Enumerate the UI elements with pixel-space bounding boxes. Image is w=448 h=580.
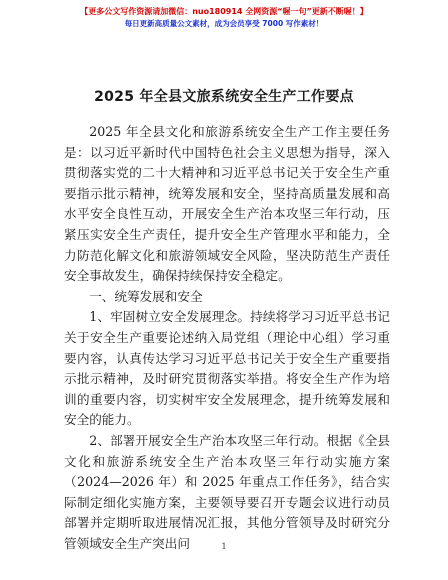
promo-banner [0, 6, 448, 30]
promo-banner-line-2: 每日更新高质量公文素材，成为会员享受 7000 写作素材！ [124, 19, 324, 28]
section-heading-1: 一、统筹发展和安全 [89, 288, 203, 304]
paragraph-intro: 2025 年全县文化和旅游系统安全生产工作主要任务是：以习近平新时代中国特色社会主义思想为指导，深入贯彻落实党的二十大精神和习近平总书记关于安全生产重要指示批示精神，统筹发展和安全，坚持高质量发展和高水平安全良性互动，开展安全生产治本攻坚三年行动，压紧压实安全生产责任，提升安全生产管理水平和能力，全力防范化解文化和旅游领域安全风险，坚决防范生产责任安全事故发生，确保持续保持安全稳定。 [64, 124, 390, 284]
document-title: 2025 年全县文旅系统安全生产工作要点 [94, 89, 354, 105]
paragraph-item-2: 2、部署开展安全生产治本攻坚三年行动。根据《全县文化和旅游系统安全生产治本攻坚三年行动实施方案（2024—2026 年）和 2025 年重点工作任务》，结合实际制定细化实施方案，主要领导要召开专题会议进行动员部署并定期听取进展情况汇报，其他分管领导及时研究分管领域安全生产突出问 [64, 432, 390, 551]
document-body [64, 122, 390, 554]
promo-banner-line-1: 【更多公文写作资源请加微信：nuo180914 全网资源“喔一句”更新不断喔！】 [80, 7, 368, 16]
page-number: 1 [221, 542, 227, 551]
paragraph-item-1: 1、牢固树立安全发展理念。持续将学习习近平总书记关于安全生产重要论述纳入局党组（理论中心组）学习重要内容，认真传达学习习近平总书记关于安全生产重要指示批示精神，及时研究贯彻落实举措。将安全生产作为培训的重要内容，切实树牢安全发展理念，提升统筹发展和安全的能力。 [64, 309, 390, 428]
